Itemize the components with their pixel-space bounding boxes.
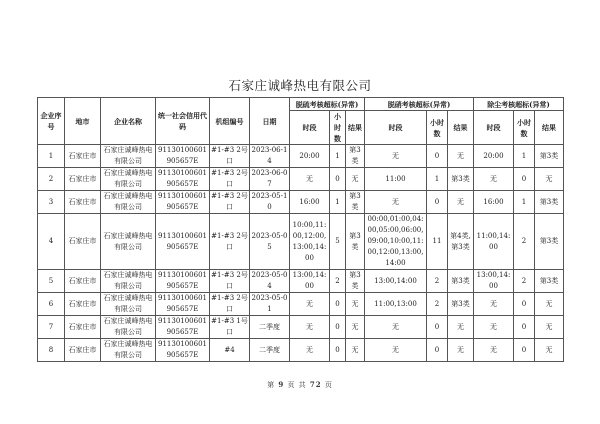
- cell-dust-hours: 2: [514, 270, 535, 293]
- cell-dust-result: 无: [535, 293, 564, 316]
- cell-city: 石家庄市: [65, 339, 101, 362]
- cell-city: 石家庄市: [65, 270, 101, 293]
- cell-dust-result: 第3类: [535, 214, 564, 270]
- table-row: [38, 270, 564, 293]
- header-date: 日期: [250, 98, 290, 145]
- header-city: 地市: [65, 98, 101, 145]
- cell-dust-hours: 0: [514, 168, 535, 191]
- table-row: [38, 168, 564, 191]
- cell-nox-hours: 2: [427, 270, 448, 293]
- cell-code: 91130100601905657E: [156, 270, 210, 293]
- cell-dust-period: 16:00: [474, 191, 514, 214]
- cell-company: 石家庄诚峰热电有限公司: [101, 339, 156, 362]
- cell-so2-period: 13:00,14:00: [290, 270, 330, 293]
- total-page-count: 72: [309, 380, 322, 389]
- header-unit: 机组编号: [210, 98, 250, 145]
- cell-so2-period: 16:00: [290, 191, 330, 214]
- cell-code: 91130100601905657E: [156, 339, 210, 362]
- cell-dust-result: 第3类: [535, 145, 564, 168]
- cell-unit: #4: [210, 339, 250, 362]
- cell-nox-period: 11:00,13:00: [365, 293, 427, 316]
- cell-city: 石家庄市: [65, 168, 101, 191]
- cell-unit: #1-#3 2号口: [210, 293, 250, 316]
- cell-so2-result: 第3类: [346, 270, 365, 293]
- cell-unit: #1-#3 2号口: [210, 145, 250, 168]
- cell-city: 石家庄市: [65, 293, 101, 316]
- cell-company: 石家庄诚峰热电有限公司: [101, 145, 156, 168]
- page-footer: [0, 380, 600, 390]
- header-nox-group: 脱硝考核超标(异常): [365, 98, 474, 111]
- cell-date: 2023-05-10: [250, 191, 290, 214]
- cell-dust-result: 无: [535, 168, 564, 191]
- cell-so2-period: 20:00: [290, 145, 330, 168]
- header-credit-code: 统一社会信用代码: [156, 98, 210, 145]
- cell-so2-hours: 0: [330, 339, 346, 362]
- cell-dust-result: 第3类: [535, 270, 564, 293]
- cell-nox-period: 无: [365, 145, 427, 168]
- table-row: [38, 293, 564, 316]
- cell-unit: #1-#3 1号口: [210, 316, 250, 339]
- cell-company: 石家庄诚峰热电有限公司: [101, 316, 156, 339]
- cell-nox-hours: 11: [427, 214, 448, 270]
- cell-nox-hours: 0: [427, 191, 448, 214]
- cell-code: 91130100601905657E: [156, 191, 210, 214]
- cell-seq: 5: [38, 270, 65, 293]
- header-so2-hours: 小时数: [330, 111, 346, 145]
- cell-so2-hours: 0: [330, 316, 346, 339]
- header-dust-group: 除尘考核超标(异常): [474, 98, 564, 111]
- cell-nox-period: 13:00,14:00: [365, 270, 427, 293]
- header-nox-period: 时段: [365, 111, 427, 145]
- cell-nox-hours: 1: [427, 168, 448, 191]
- cell-so2-result: 第3类: [346, 145, 365, 168]
- cell-date: 2023-05-05: [250, 214, 290, 270]
- cell-nox-period: 11:00: [365, 168, 427, 191]
- table-row: [38, 214, 564, 270]
- cell-nox-period: 无: [365, 191, 427, 214]
- cell-nox-result: 第3类: [448, 168, 474, 191]
- footer-suffix: 页: [324, 381, 333, 389]
- cell-so2-hours: 5: [330, 214, 346, 270]
- cell-code: 91130100601905657E: [156, 168, 210, 191]
- header-seq: 企业序号: [38, 98, 65, 145]
- cell-so2-result: 无: [346, 168, 365, 191]
- cell-nox-result: 无: [448, 339, 474, 362]
- cell-nox-result: 无: [448, 145, 474, 168]
- cell-nox-period: 无: [365, 339, 427, 362]
- cell-dust-hours: 1: [514, 191, 535, 214]
- cell-city: 石家庄市: [65, 145, 101, 168]
- cell-so2-result: 无: [346, 339, 365, 362]
- cell-nox-result: 第4类,第3类: [448, 214, 474, 270]
- cell-date: 2023-05-01: [250, 293, 290, 316]
- cell-dust-period: 无: [474, 316, 514, 339]
- cell-so2-period: 无: [290, 339, 330, 362]
- cell-so2-result: 无: [346, 293, 365, 316]
- header-company: 企业名称: [101, 98, 156, 145]
- cell-nox-hours: 0: [427, 145, 448, 168]
- cell-unit: #1-#3 2号口: [210, 214, 250, 270]
- cell-nox-period: 无: [365, 316, 427, 339]
- cell-company: 石家庄诚峰热电有限公司: [101, 270, 156, 293]
- cell-so2-period: 10:00,11:00,12:00,13:00,14:00: [290, 214, 330, 270]
- cell-dust-hours: 0: [514, 293, 535, 316]
- emissions-table: [37, 97, 564, 362]
- cell-so2-result: 第3类: [346, 191, 365, 214]
- cell-so2-hours: 0: [330, 293, 346, 316]
- cell-dust-hours: 2: [514, 214, 535, 270]
- cell-city: 石家庄市: [65, 191, 101, 214]
- cell-so2-result: 无: [346, 316, 365, 339]
- cell-so2-period: 无: [290, 316, 330, 339]
- header-dust-period: 时段: [474, 111, 514, 145]
- footer-mid: 页 共: [287, 381, 307, 389]
- cell-dust-hours: 0: [514, 316, 535, 339]
- cell-so2-hours: 0: [330, 168, 346, 191]
- current-page-number: 9: [278, 380, 285, 389]
- cell-seq: 3: [38, 191, 65, 214]
- cell-date: 2023-06-07: [250, 168, 290, 191]
- cell-dust-period: 11:00,14:00: [474, 214, 514, 270]
- header-so2-period: 时段: [290, 111, 330, 145]
- cell-dust-result: 第3类: [535, 191, 564, 214]
- cell-date: 2023-06-14: [250, 145, 290, 168]
- table-row: [38, 191, 564, 214]
- cell-seq: 8: [38, 339, 65, 362]
- cell-date: 二季度: [250, 339, 290, 362]
- header-dust-result: 结果: [535, 111, 564, 145]
- document-title: 石家庄诚峰热电有限公司: [228, 78, 372, 93]
- cell-so2-hours: 2: [330, 270, 346, 293]
- cell-unit: #1-#3 2号口: [210, 168, 250, 191]
- cell-code: 91130100601905657E: [156, 145, 210, 168]
- cell-code: 91130100601905657E: [156, 214, 210, 270]
- table-row: [38, 316, 564, 339]
- header-nox-hours: 小时数: [427, 111, 448, 145]
- cell-dust-period: 20:00: [474, 145, 514, 168]
- cell-dust-result: 无: [535, 339, 564, 362]
- cell-dust-period: 13:00,14:00: [474, 270, 514, 293]
- cell-nox-hours: 2: [427, 293, 448, 316]
- cell-seq: 1: [38, 145, 65, 168]
- cell-date: 2023-05-04: [250, 270, 290, 293]
- cell-code: 91130100601905657E: [156, 316, 210, 339]
- cell-company: 石家庄诚峰热电有限公司: [101, 168, 156, 191]
- cell-so2-hours: 1: [330, 145, 346, 168]
- cell-code: 91130100601905657E: [156, 293, 210, 316]
- header-so2-result: 结果: [346, 111, 365, 145]
- cell-dust-period: 无: [474, 168, 514, 191]
- cell-company: 石家庄诚峰热电有限公司: [101, 293, 156, 316]
- cell-nox-hours: 0: [427, 316, 448, 339]
- cell-seq: 2: [38, 168, 65, 191]
- cell-nox-hours: 0: [427, 339, 448, 362]
- footer-prefix: 第: [267, 381, 276, 389]
- cell-date: 二季度: [250, 316, 290, 339]
- cell-dust-hours: 0: [514, 339, 535, 362]
- cell-nox-result: 无: [448, 316, 474, 339]
- cell-unit: #1-#3 2号口: [210, 270, 250, 293]
- cell-nox-period: 00:00,01:00,04:00,05:00,06:00,09:00,10:00,11:00,12:00,13:00,14:00: [365, 214, 427, 270]
- cell-seq: 4: [38, 214, 65, 270]
- cell-dust-period: 无: [474, 339, 514, 362]
- cell-company: 石家庄诚峰热电有限公司: [101, 191, 156, 214]
- cell-city: 石家庄市: [65, 214, 101, 270]
- cell-nox-result: 第3类: [448, 293, 474, 316]
- header-dust-hours: 小时数: [514, 111, 535, 145]
- header-nox-result: 结果: [448, 111, 474, 145]
- cell-company: 石家庄诚峰热电有限公司: [101, 214, 156, 270]
- cell-dust-hours: 1: [514, 145, 535, 168]
- table-row: [38, 145, 564, 168]
- header-so2-group: 脱硫考核超标(异常): [290, 98, 365, 111]
- cell-unit: #1-#3 2号口: [210, 191, 250, 214]
- cell-so2-result: 第3类: [346, 214, 365, 270]
- cell-so2-hours: 1: [330, 191, 346, 214]
- cell-city: 石家庄市: [65, 316, 101, 339]
- cell-so2-period: 无: [290, 168, 330, 191]
- cell-dust-result: 无: [535, 316, 564, 339]
- cell-nox-result: 第3类: [448, 270, 474, 293]
- cell-dust-period: 无: [474, 293, 514, 316]
- cell-so2-period: 无: [290, 293, 330, 316]
- cell-seq: 7: [38, 316, 65, 339]
- cell-nox-result: 无: [448, 191, 474, 214]
- table-row: [38, 339, 564, 362]
- cell-seq: 6: [38, 293, 65, 316]
